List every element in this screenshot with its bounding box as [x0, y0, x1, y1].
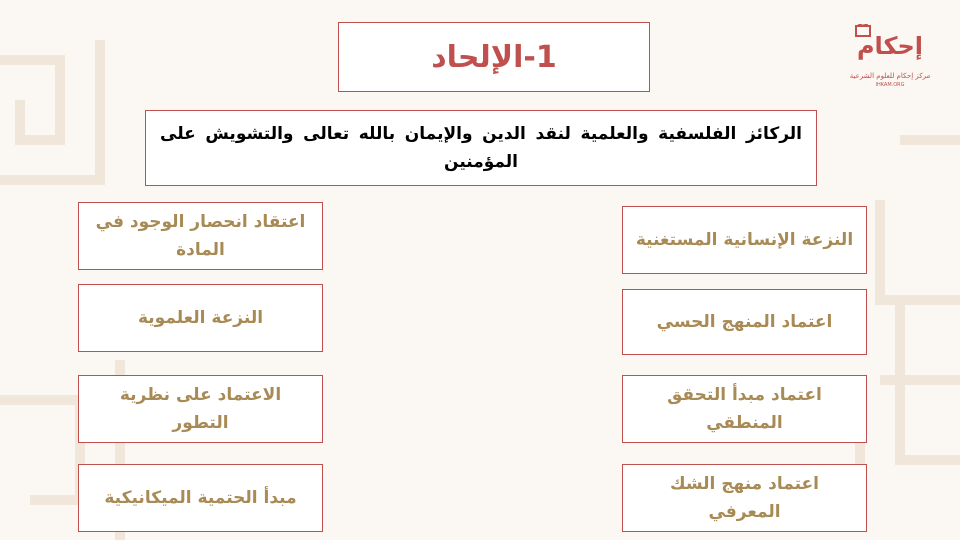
page-title-box [338, 22, 650, 92]
left-item-label: اعتقاد انحصار الوجود في المادة [95, 212, 306, 260]
logo-tagline: IHKAM.ORG [875, 82, 905, 88]
right-item-3 [622, 375, 867, 443]
heading-box [145, 110, 817, 186]
right-item-label: اعتماد المنهج الحسي [656, 312, 833, 332]
right-item-label: اعتماد مبدأ التحقق المنطقي [667, 385, 822, 433]
page-title: 1-الإلحاد [431, 39, 557, 75]
logo-subtitle: مركز إحكام للعلوم الشرعية [849, 72, 931, 80]
left-item-label: النزعة العلموية [137, 308, 264, 328]
left-item-label: الاعتماد على نظرية التطور [119, 385, 282, 433]
left-item-label: مبدأ الحتمية الميكانيكية [104, 488, 297, 508]
right-item-1 [622, 206, 867, 274]
left-item-4 [78, 464, 323, 532]
right-item-label: اعتماد منهج الشك المعرفي [670, 474, 819, 522]
left-item-1 [78, 202, 323, 270]
left-item-2 [78, 284, 323, 352]
right-item-label: النزعة الإنسانية المستغنية [635, 230, 854, 250]
heading-text: الركائز الفلسفية والعلمية لنقد الدين والإيمان بالله تعالى والتشويش على المؤمنين [160, 124, 802, 172]
left-item-3 [78, 375, 323, 443]
right-item-4 [622, 464, 867, 532]
right-item-2 [622, 289, 867, 355]
logo-name: إحكام [856, 32, 924, 60]
